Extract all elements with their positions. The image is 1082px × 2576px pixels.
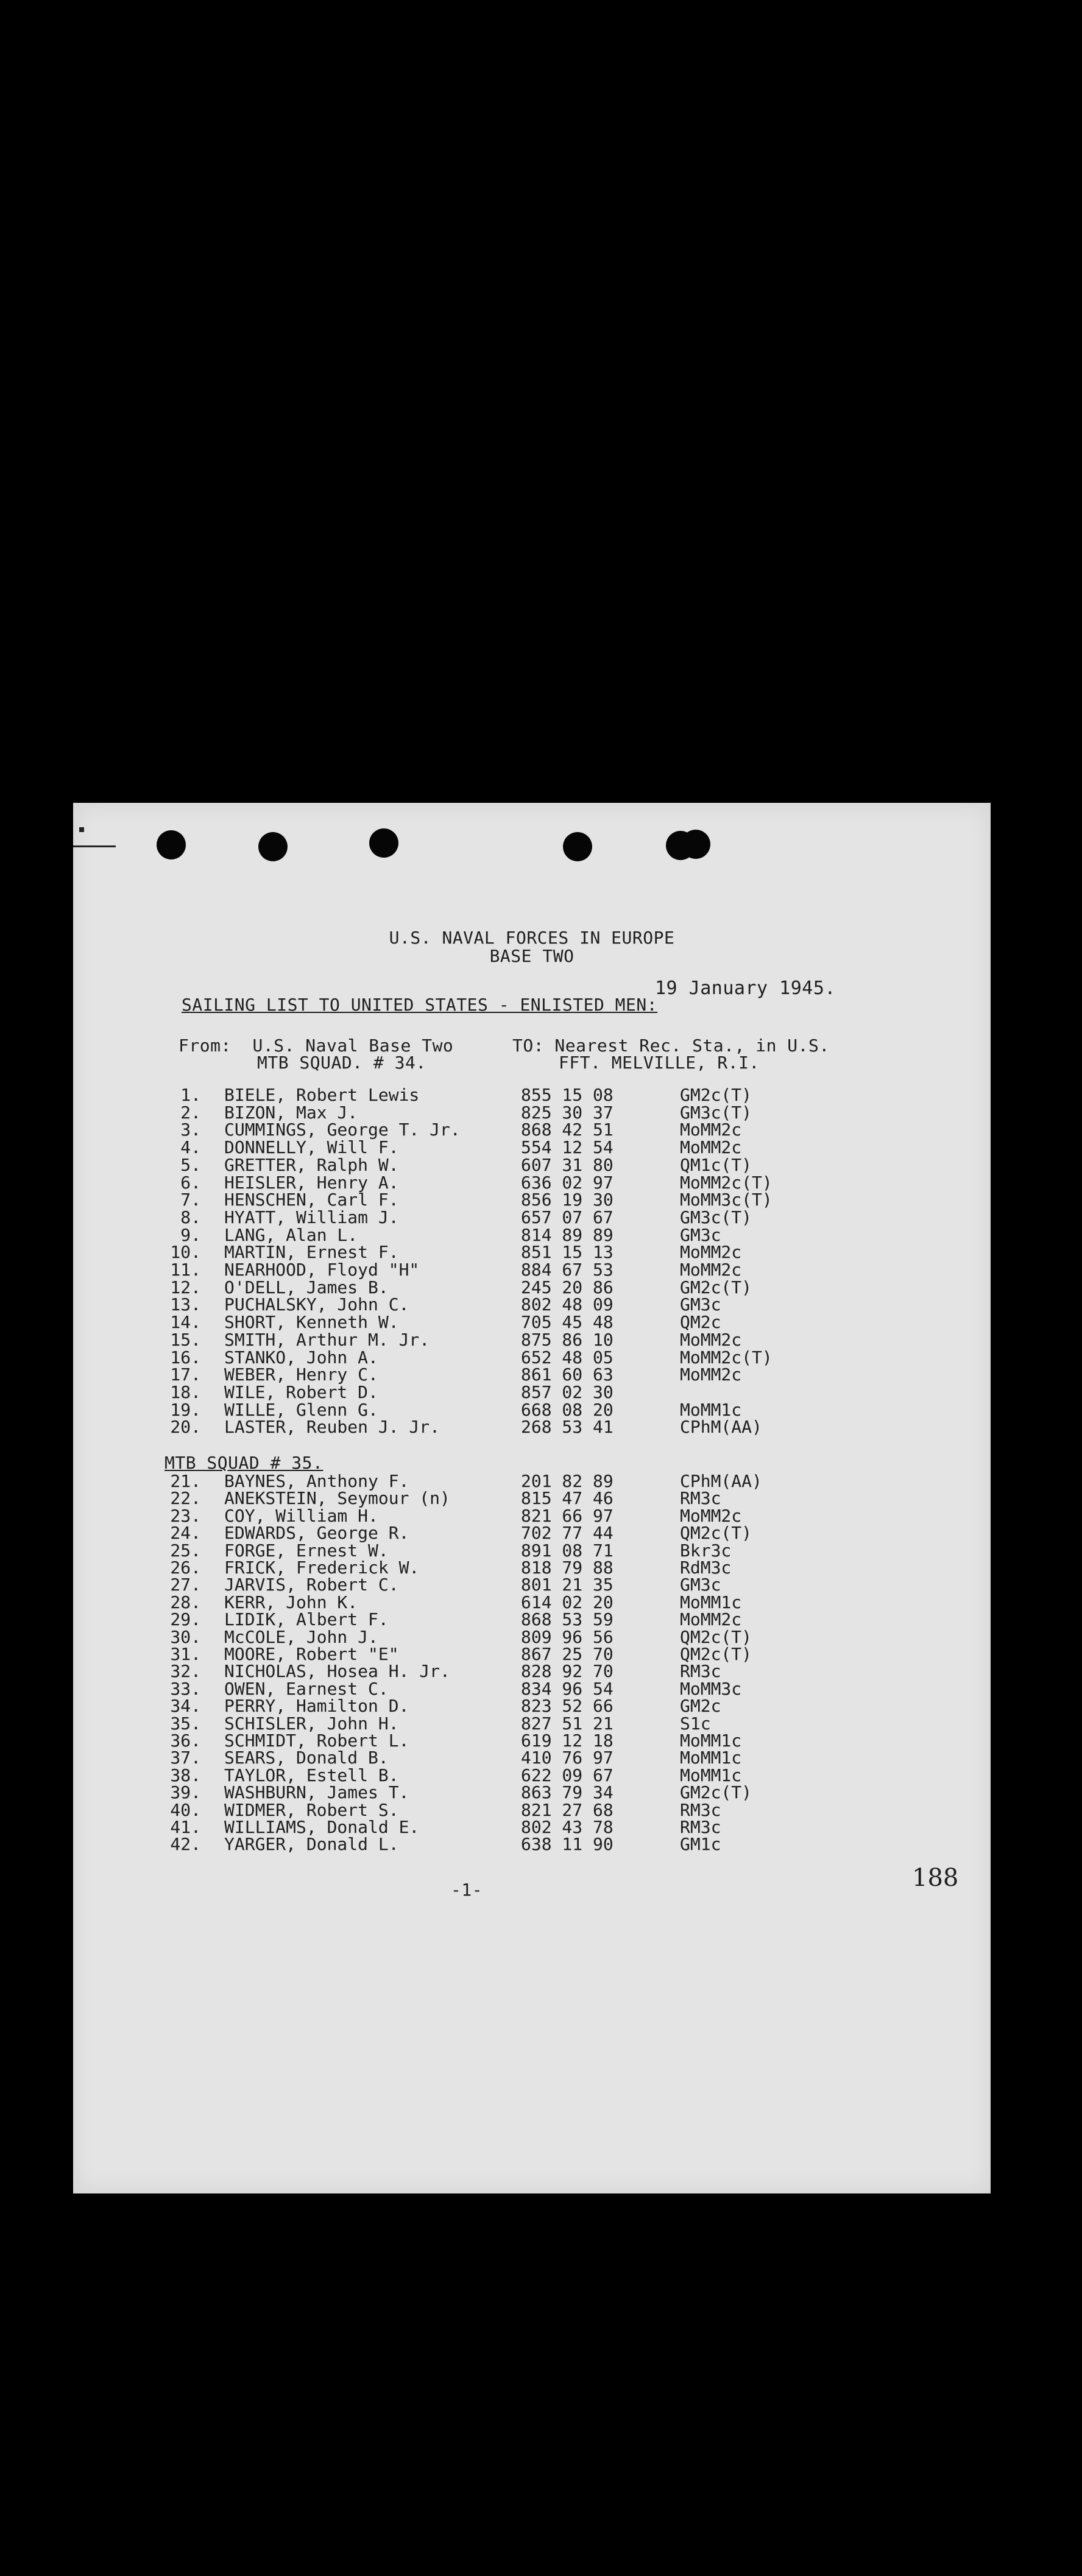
entry-number: 36. xyxy=(170,1731,201,1751)
entry-number: 29. xyxy=(170,1609,201,1630)
list-item xyxy=(73,1525,991,1542)
rating: MoMM2c xyxy=(680,1242,742,1263)
entry-number: 20. xyxy=(170,1417,201,1438)
sailor-name: MOORE, Robert "E" xyxy=(224,1644,399,1664)
list-item xyxy=(73,1384,991,1401)
list-item xyxy=(73,1576,991,1593)
sailor-name: BIZON, Max J. xyxy=(224,1102,358,1123)
service-number: 855 15 08 xyxy=(521,1085,613,1105)
entry-number: 24. xyxy=(170,1523,201,1544)
service-number: 863 79 34 xyxy=(521,1782,613,1803)
service-number: 607 31 80 xyxy=(521,1154,613,1175)
rating: MoMM3c xyxy=(680,1678,742,1699)
entry-number: 9. xyxy=(180,1224,201,1245)
sailor-name: HENSCHEN, Carl F. xyxy=(224,1190,399,1210)
entry-number: 25. xyxy=(170,1540,201,1561)
service-number: 861 60 63 xyxy=(521,1364,613,1385)
sailor-name: KERR, John K. xyxy=(224,1592,358,1612)
list-item xyxy=(73,1139,991,1156)
sailor-name: STANKO, John A. xyxy=(224,1347,378,1367)
list-item xyxy=(73,1784,991,1801)
from-line-2: MTB SQUAD. # 34. xyxy=(257,1053,426,1073)
service-number: 851 15 13 xyxy=(521,1242,613,1263)
sailor-name: WILLIAMS, Donald E. xyxy=(224,1817,420,1837)
service-number: 802 43 78 xyxy=(521,1817,613,1837)
rating: MoMM2c xyxy=(680,1609,742,1630)
entry-number: 23. xyxy=(170,1505,201,1526)
punch-hole xyxy=(258,832,288,861)
sailor-name: O'DELL, James B. xyxy=(224,1277,389,1297)
list-item xyxy=(73,1663,991,1680)
entry-number: 26. xyxy=(170,1558,201,1578)
service-number: 705 45 48 xyxy=(521,1312,613,1333)
document-date: 19 January 1945. xyxy=(655,978,836,999)
list-item xyxy=(73,1473,991,1490)
page-number: -1- xyxy=(451,1880,483,1900)
sailor-name: McCOLE, John J. xyxy=(224,1626,378,1647)
sailor-name: NICHOLAS, Hosea H. Jr. xyxy=(224,1661,450,1682)
squad-35-heading: MTB SQUAD # 35. xyxy=(164,1453,324,1473)
header-line-2: BASE TWO xyxy=(489,946,575,966)
list-item xyxy=(73,1559,991,1576)
entry-number: 4. xyxy=(180,1137,201,1158)
service-number: 554 12 54 xyxy=(521,1137,613,1158)
entry-number: 41. xyxy=(170,1817,201,1837)
rating: GM3c(T) xyxy=(680,1207,752,1227)
rating: QM2c(T) xyxy=(680,1626,752,1647)
sailor-name: WASHBURN, James T. xyxy=(224,1782,409,1803)
sailor-name: SCHISLER, John H. xyxy=(224,1713,399,1734)
list-item xyxy=(73,1749,991,1766)
list-item xyxy=(73,1646,991,1663)
entry-number: 17. xyxy=(170,1364,201,1385)
sailor-name: BIELE, Robert Lewis xyxy=(224,1085,420,1105)
list-item xyxy=(73,1191,991,1209)
entry-number: 2. xyxy=(180,1102,201,1123)
rating: GM2c(T) xyxy=(680,1277,752,1297)
list-item xyxy=(73,1121,991,1138)
service-number: 201 82 89 xyxy=(521,1471,613,1491)
document-title: SAILING LIST TO UNITED STATES - ENLISTED MEN: xyxy=(182,995,658,1015)
sailor-name: COY, William H. xyxy=(224,1505,378,1526)
service-number: 801 21 35 xyxy=(521,1575,613,1595)
rating: MoMM2c xyxy=(680,1505,742,1526)
rating: GM2c(T) xyxy=(680,1782,752,1803)
entry-number: 21. xyxy=(170,1471,201,1491)
entry-number: 42. xyxy=(170,1834,201,1855)
rating: GM3c xyxy=(680,1224,721,1245)
header-line-1: U.S. NAVAL FORCES IN EUROPE xyxy=(389,928,675,948)
sailor-name: BAYNES, Anthony F. xyxy=(224,1471,409,1491)
service-number: 268 53 41 xyxy=(521,1417,613,1438)
service-number: 821 27 68 xyxy=(521,1799,613,1820)
list-item xyxy=(73,1819,991,1836)
service-number: 245 20 86 xyxy=(521,1277,613,1297)
punch-hole xyxy=(369,828,398,858)
service-number: 702 77 44 xyxy=(521,1523,613,1544)
entry-number: 7. xyxy=(180,1190,201,1210)
rating: QM2c(T) xyxy=(680,1523,752,1544)
list-item xyxy=(73,1715,991,1732)
service-number: 868 53 59 xyxy=(521,1609,613,1630)
rating: MoMM1c xyxy=(680,1592,742,1612)
entry-number: 15. xyxy=(170,1329,201,1350)
service-number: 668 08 20 xyxy=(521,1399,613,1420)
entry-number: 37. xyxy=(170,1748,201,1768)
list-item xyxy=(73,1262,991,1279)
service-number: 622 09 67 xyxy=(521,1765,613,1785)
entry-number: 13. xyxy=(170,1294,201,1315)
to-line-1: TO: Nearest Rec. Sta., in U.S. xyxy=(512,1036,830,1056)
rating: GM3c xyxy=(680,1575,721,1595)
rating: MoMM2c(T) xyxy=(680,1172,773,1193)
from-line-1: From: U.S. Naval Base Two xyxy=(179,1036,454,1056)
entry-number: 30. xyxy=(170,1626,201,1647)
entry-number: 14. xyxy=(170,1312,201,1333)
entry-number: 40. xyxy=(170,1799,201,1820)
entry-number: 31. xyxy=(170,1644,201,1664)
sailor-name: MARTIN, Ernest F. xyxy=(224,1242,399,1263)
sailor-name: SEARS, Donald B. xyxy=(224,1748,389,1768)
rating: RM3c xyxy=(680,1799,721,1820)
list-item xyxy=(73,1626,991,1647)
entry-number: 19. xyxy=(170,1399,201,1420)
list-item xyxy=(73,1296,991,1313)
list-item xyxy=(73,1678,991,1699)
sailor-name: CUMMINGS, George T. Jr. xyxy=(224,1120,461,1140)
edge-mark xyxy=(73,845,116,847)
sailor-name: SMITH, Arthur M. Jr. xyxy=(224,1329,430,1350)
service-number: 891 08 71 xyxy=(521,1540,613,1561)
list-item xyxy=(73,1594,991,1611)
list-item xyxy=(73,1279,991,1296)
sailor-name: SCHMIDT, Robert L. xyxy=(224,1731,409,1751)
list-item xyxy=(73,1366,991,1383)
list-item xyxy=(73,1399,991,1420)
sailor-name: WILE, Robert D. xyxy=(224,1382,378,1402)
service-number: 818 79 88 xyxy=(521,1558,613,1578)
rating: GM3c xyxy=(680,1294,721,1315)
rating: MoMM2c xyxy=(680,1120,742,1140)
rating: CPhM(AA) xyxy=(680,1471,762,1491)
rating: MoMM2c xyxy=(680,1329,742,1350)
rating: GM1c xyxy=(680,1834,721,1855)
list-item xyxy=(73,1542,991,1559)
sailor-name: PUCHALSKY, John C. xyxy=(224,1294,409,1315)
rating: QM1c(T) xyxy=(680,1154,752,1175)
entry-number: 1. xyxy=(180,1085,201,1105)
service-number: 823 52 66 xyxy=(521,1696,613,1717)
rating: MoMM1c xyxy=(680,1765,742,1785)
list-item xyxy=(73,1611,991,1628)
punch-hole xyxy=(563,832,592,861)
sailor-name: ANEKSTEIN, Seymour (n) xyxy=(224,1488,450,1509)
sailor-name: WEBER, Henry C. xyxy=(224,1364,378,1385)
entry-number: 39. xyxy=(170,1782,201,1803)
rating: MoMM2c xyxy=(680,1260,742,1280)
sailor-name: TAYLOR, Estell B. xyxy=(224,1765,399,1785)
service-number: 828 92 70 xyxy=(521,1661,613,1682)
entry-number: 34. xyxy=(170,1696,201,1717)
to-line-2: FFT. MELVILLE, R.I. xyxy=(559,1053,760,1073)
entry-number: 16. xyxy=(170,1347,201,1367)
entry-number: 35. xyxy=(170,1713,201,1734)
rating: MoMM2c(T) xyxy=(680,1347,773,1367)
rating: RdM3c xyxy=(680,1558,732,1578)
service-number: 809 96 56 xyxy=(521,1626,613,1647)
list-item xyxy=(73,1799,991,1820)
sailor-name: YARGER, Donald L. xyxy=(224,1834,399,1855)
rating: QM2c xyxy=(680,1312,721,1333)
list-item xyxy=(73,1732,991,1749)
service-number: 410 76 97 xyxy=(521,1748,613,1768)
sailor-name: LIDIK, Albert F. xyxy=(224,1609,389,1630)
list-item xyxy=(73,1767,991,1784)
sailor-name: WIDMER, Robert S. xyxy=(224,1799,399,1820)
list-item xyxy=(73,1104,991,1121)
punch-hole xyxy=(681,830,710,859)
service-number: 825 30 37 xyxy=(521,1102,613,1123)
sailor-name: SHORT, Kenneth W. xyxy=(224,1312,399,1333)
service-number: 802 48 09 xyxy=(521,1294,613,1315)
rating: Bkr3c xyxy=(680,1540,732,1561)
list-item xyxy=(73,1698,991,1715)
rating: MoMM2c xyxy=(680,1137,742,1158)
entry-number: 38. xyxy=(170,1765,201,1785)
sailor-name: FRICK, Frederick W. xyxy=(224,1558,420,1578)
sailor-name: NEARHOOD, Floyd "H" xyxy=(224,1260,420,1280)
edge-mark xyxy=(79,827,84,832)
sailor-name: WILLE, Glenn G. xyxy=(224,1399,378,1420)
sailor-name: GRETTER, Ralph W. xyxy=(224,1154,399,1175)
list-item xyxy=(73,1209,991,1226)
entry-number: 27. xyxy=(170,1575,201,1595)
service-number: 827 51 21 xyxy=(521,1713,613,1734)
rating: RM3c xyxy=(680,1817,721,1837)
list-item xyxy=(73,1419,991,1436)
sailor-name: FORGE, Ernest W. xyxy=(224,1540,389,1561)
entry-number: 12. xyxy=(170,1277,201,1297)
service-number: 834 96 54 xyxy=(521,1678,613,1699)
list-item xyxy=(73,1244,991,1261)
sailor-name: HEISLER, Henry A. xyxy=(224,1172,399,1193)
punch-hole xyxy=(157,830,186,859)
service-number: 875 86 10 xyxy=(521,1329,613,1350)
rating: GM2c(T) xyxy=(680,1085,752,1105)
list-item xyxy=(73,1224,991,1245)
service-number: 884 67 53 xyxy=(521,1260,613,1280)
rating: MoMM1c xyxy=(680,1748,742,1768)
entry-number: 32. xyxy=(170,1661,201,1682)
list-item xyxy=(73,1174,991,1191)
service-number: 614 02 20 xyxy=(521,1592,613,1612)
entry-number: 6. xyxy=(180,1172,201,1193)
sailor-name: LASTER, Reuben J. Jr. xyxy=(224,1417,440,1438)
entry-number: 11. xyxy=(170,1260,201,1280)
rating: RM3c xyxy=(680,1661,721,1682)
sailor-name: OWEN, Earnest C. xyxy=(224,1678,389,1699)
rating: GM2c xyxy=(680,1696,721,1717)
sailor-name: PERRY, Hamilton D. xyxy=(224,1696,409,1717)
entry-number: 18. xyxy=(170,1382,201,1402)
service-number: 857 02 30 xyxy=(521,1382,613,1402)
list-item xyxy=(73,1087,991,1104)
entry-number: 3. xyxy=(180,1120,201,1140)
rating: S1c xyxy=(680,1713,711,1734)
rating: MoMM1c xyxy=(680,1399,742,1420)
entry-number: 10. xyxy=(170,1242,201,1263)
list-item xyxy=(73,1314,991,1331)
service-number: 815 47 46 xyxy=(521,1488,613,1509)
sailor-name: JARVIS, Robert C. xyxy=(224,1575,399,1595)
rating: RM3c xyxy=(680,1488,721,1509)
rating: CPhM(AA) xyxy=(680,1417,762,1438)
service-number: 821 66 97 xyxy=(521,1505,613,1526)
service-number: 867 25 70 xyxy=(521,1644,613,1664)
entry-number: 5. xyxy=(180,1154,201,1175)
sailor-name: DONNELLY, Will F. xyxy=(224,1137,399,1158)
sailor-name: LANG, Alan L. xyxy=(224,1224,358,1245)
entry-number: 28. xyxy=(170,1592,201,1612)
list-item xyxy=(73,1490,991,1507)
sailor-name: HYATT, William J. xyxy=(224,1207,399,1227)
service-number: 868 42 51 xyxy=(521,1120,613,1140)
rating: MoMM2c xyxy=(680,1364,742,1385)
rating: QM2c(T) xyxy=(680,1644,752,1664)
sailor-name: EDWARDS, George R. xyxy=(224,1523,409,1544)
document-page xyxy=(73,803,991,2193)
service-number: 619 12 18 xyxy=(521,1731,613,1751)
service-number: 814 89 89 xyxy=(521,1224,613,1245)
list-item xyxy=(73,1836,991,1853)
service-number: 638 11 90 xyxy=(521,1834,613,1855)
rating: MoMM3c(T) xyxy=(680,1190,773,1210)
folio-number: 188 xyxy=(912,1864,959,1892)
list-item xyxy=(73,1349,991,1366)
service-number: 856 19 30 xyxy=(521,1190,613,1210)
entry-number: 22. xyxy=(170,1488,201,1509)
list-item xyxy=(73,1329,991,1350)
rating: GM3c(T) xyxy=(680,1102,752,1123)
service-number: 636 02 97 xyxy=(521,1172,613,1193)
service-number: 652 48 05 xyxy=(521,1347,613,1367)
list-item xyxy=(73,1505,991,1526)
entry-number: 8. xyxy=(180,1207,201,1227)
rating: MoMM1c xyxy=(680,1731,742,1751)
list-item xyxy=(73,1154,991,1175)
entry-number: 33. xyxy=(170,1678,201,1699)
service-number: 657 07 67 xyxy=(521,1207,613,1227)
